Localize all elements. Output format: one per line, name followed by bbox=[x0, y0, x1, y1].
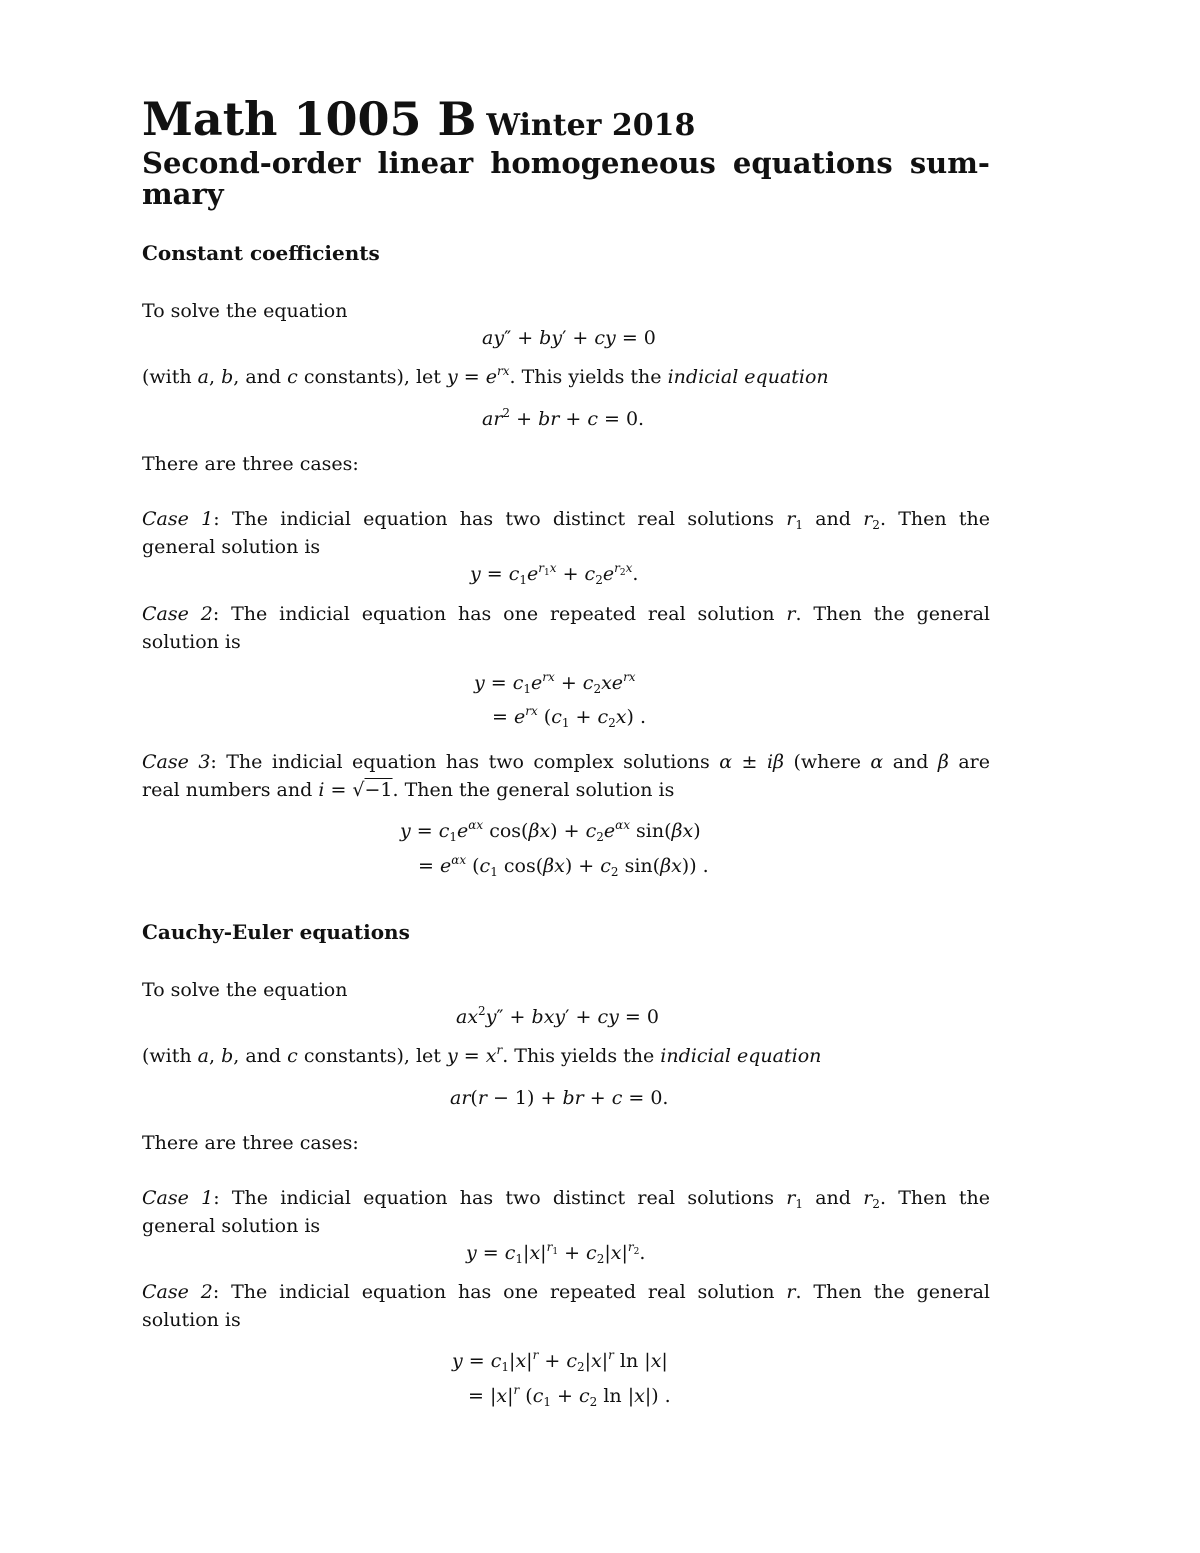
euler-intro: To solve the equation bbox=[142, 979, 348, 1001]
case-label: Case 2 bbox=[142, 1281, 213, 1303]
constant-case1-solution: $y = c_1e^{r_1x} + c_2e^{r_2x}$. bbox=[470, 561, 639, 587]
constant-three-cases: There are three cases: bbox=[142, 453, 359, 475]
constant-case3-text: Case 3: The indicial equation has two complex solutions α ± iβ (where α and β are real numbers and i = √−1. Then the general solution is bbox=[142, 751, 991, 801]
subtitle-line-2: mary bbox=[142, 177, 224, 211]
constant-ode-equation: ay″ + by′ + cy = 0 bbox=[482, 327, 656, 349]
document-subtitle bbox=[142, 148, 990, 210]
subtitle-word: Second-order bbox=[142, 146, 361, 180]
constant-substitution-line: (with a, b, and c constants), let $y = e^{rx}$. This yields the indicial equation bbox=[142, 364, 829, 388]
case-label: Case 3 bbox=[142, 751, 211, 773]
euler-case2-solution-line1: $y = c_1|x|^r + c_2|x|^r$ ln |x| bbox=[452, 1348, 668, 1374]
subtitle-word: equations bbox=[732, 146, 893, 180]
constant-case3-solution-line1: $y = c_1e^{\alpha x}$ $\cos(\beta x) + c_2e^{\alpha x}$ sin(βx) bbox=[400, 818, 701, 844]
section-heading-constant: Constant coefficients bbox=[142, 241, 380, 265]
document-title bbox=[142, 92, 990, 152]
term-label: Winter 2018 bbox=[486, 108, 696, 143]
euler-case2-text: Case 2: The indicial equation has one repeated real solution r. Then the general solution is bbox=[142, 1281, 991, 1331]
subtitle-word: linear bbox=[377, 146, 474, 180]
constant-case2-solution-line2: = $e^{rx}$ $(c_1 + c_2x)$ . bbox=[492, 704, 646, 730]
euler-substitution-line: (with a, b, and c constants), let $y = x^r$. This yields the indicial equation bbox=[142, 1043, 822, 1067]
euler-case2-solution-line2: = $|x|^r$ ($c_1 + c_2$ ln |x|) . bbox=[468, 1383, 671, 1409]
subtitle-word: sum- bbox=[909, 146, 990, 180]
constant-case2-text: Case 2: The indicial equation has one repeated real solution r. Then the general solution is bbox=[142, 603, 991, 653]
constant-case2-solution-line1: $y = c_1e^{rx} + c_2xe^{rx}$ bbox=[474, 670, 636, 696]
section-heading-euler: Cauchy-Euler equations bbox=[142, 920, 410, 944]
euler-ode-equation: $ax^2y'' + bxy'$ + cy = 0 bbox=[456, 1004, 659, 1028]
case-label: Case 1 bbox=[142, 508, 214, 530]
euler-case1-solution: $y = c_1|x|^{r_1} + c_2|x|^{r_2}$. bbox=[466, 1240, 646, 1266]
euler-case1-text: Case 1: The indicial equation has two distinct real solutions $r_1$ and $r_2$. Then the general solution is bbox=[142, 1187, 990, 1237]
case-label: Case 1 bbox=[142, 1187, 214, 1209]
constant-case3-solution-line2: = $e^{\alpha x}$ ($c_1$ $\cos(\beta x) + c_2$ sin(βx)) . bbox=[418, 853, 709, 879]
euler-three-cases: There are three cases: bbox=[142, 1132, 359, 1154]
constant-intro: To solve the equation bbox=[142, 300, 348, 322]
constant-indicial-equation: $ar^2$ + br + c = 0. bbox=[482, 406, 645, 430]
course-title: Math 1005 B bbox=[142, 92, 477, 146]
subtitle-word: homogeneous bbox=[490, 146, 716, 180]
euler-indicial-equation: ar(r − 1) + br + c = 0. bbox=[450, 1087, 669, 1109]
constant-case1-text: Case 1: The indicial equation has two distinct real solutions $r_1$ and $r_2$. Then the general solution is bbox=[142, 508, 990, 558]
case-label: Case 2 bbox=[142, 603, 213, 625]
